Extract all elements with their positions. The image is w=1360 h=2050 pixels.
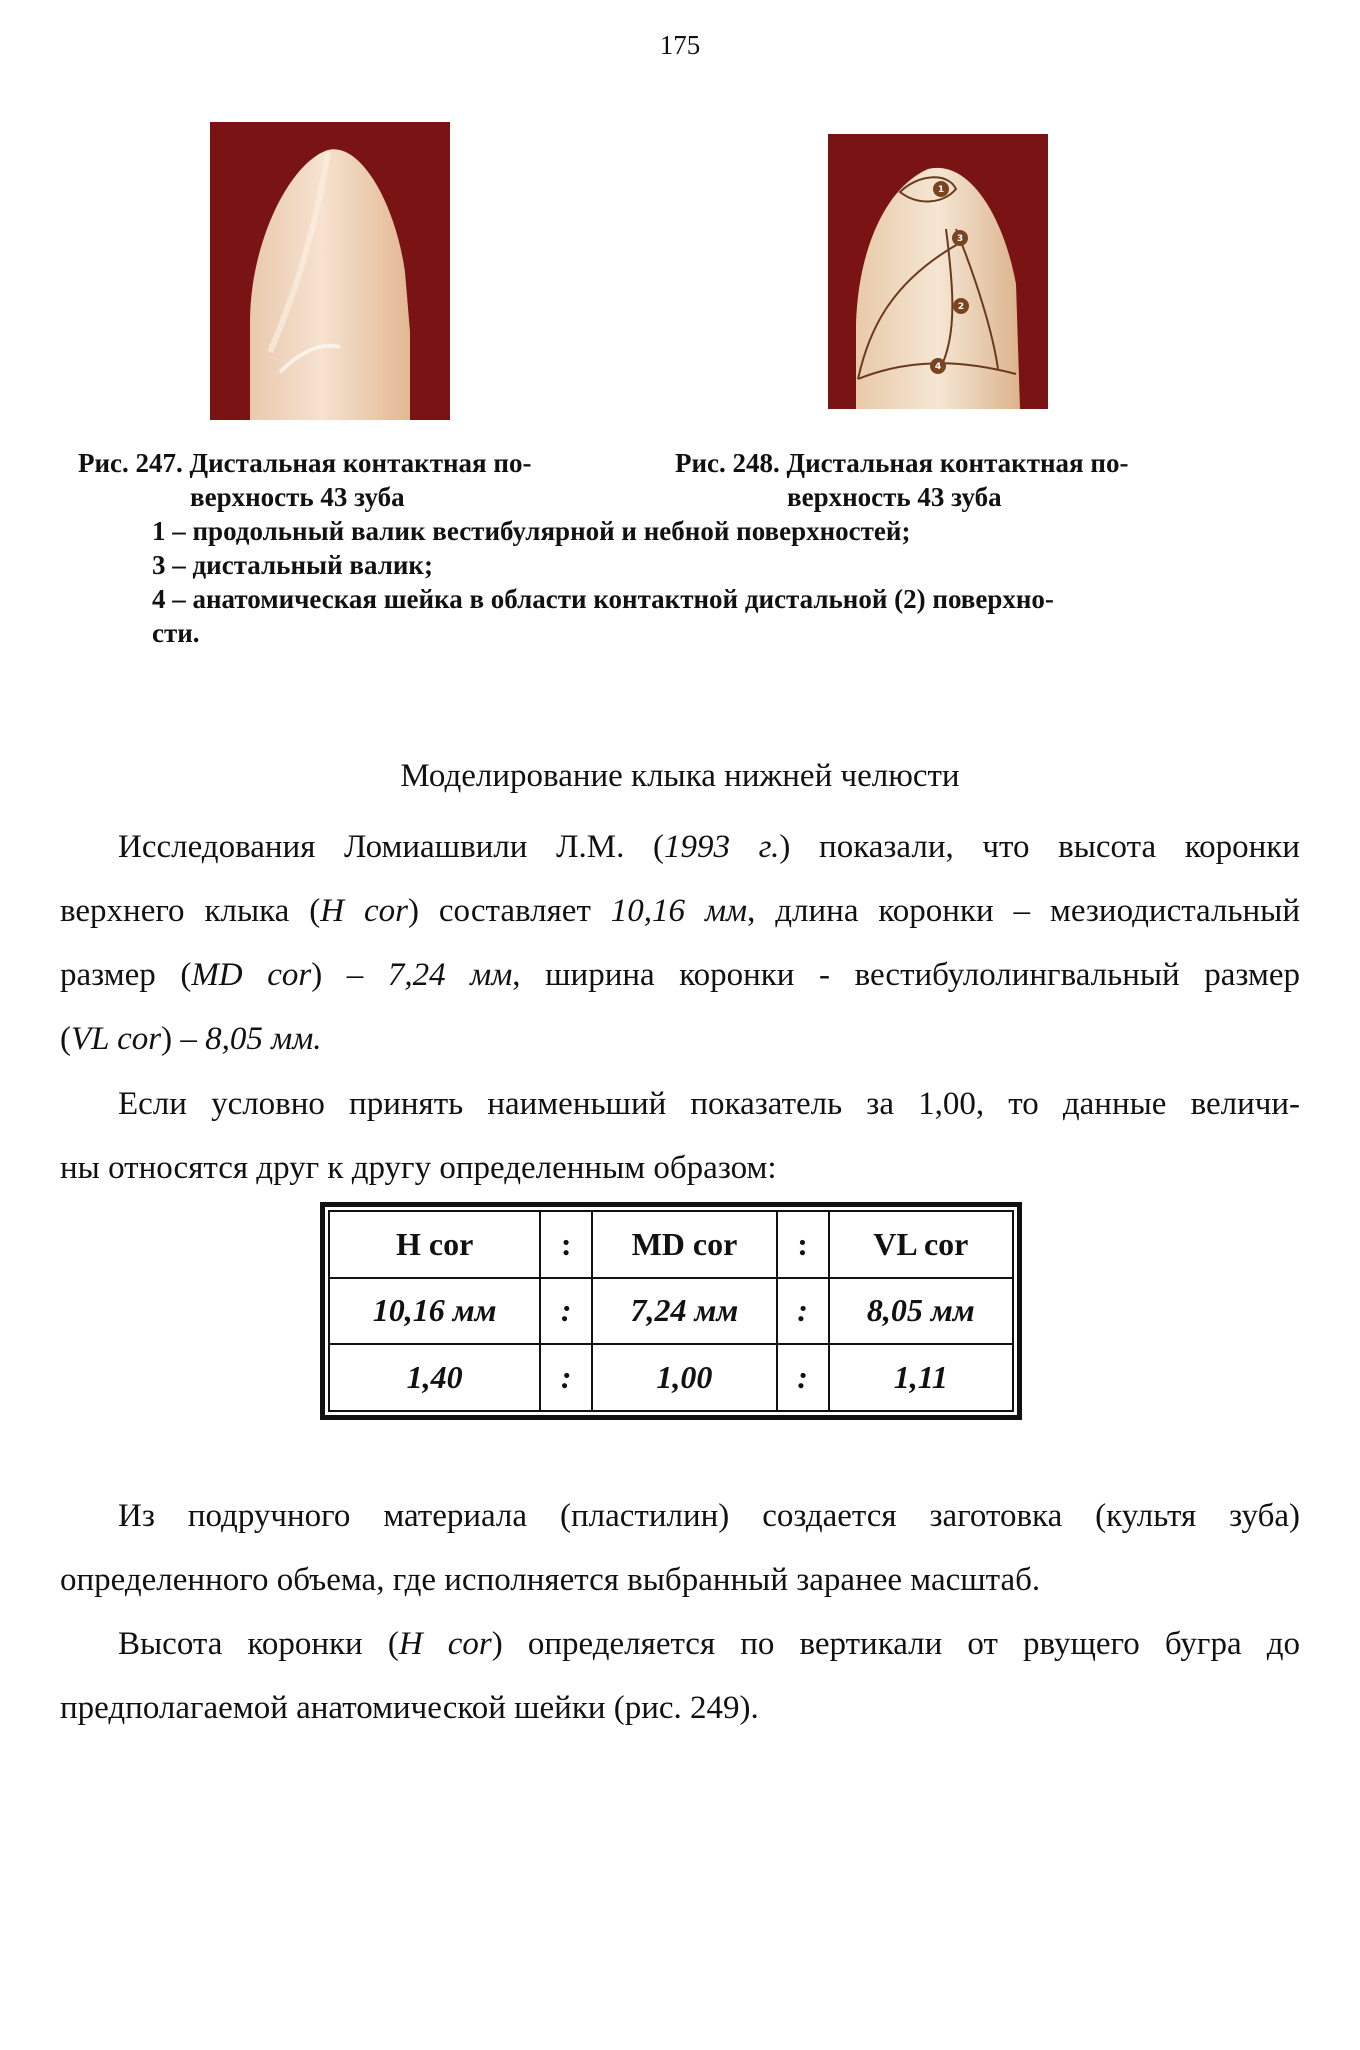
table-separator: : xyxy=(777,1211,829,1278)
table-cell: H cor xyxy=(329,1211,540,1278)
p1-line1: Исследования Ломиашвили Л.М. (1993 г.) показали, что высота коронки xyxy=(118,829,1300,865)
p2-line2: ны относятся друг к другу определенным образом: xyxy=(60,1150,777,1186)
marker-4: 4 xyxy=(934,362,942,372)
p4-line1: Высота коронки (H cor) определяется по вертикали от рвущего бугра до xyxy=(118,1626,1300,1662)
legend-item-1: 1 – продольный валик вестибулярной и небной поверхностей; xyxy=(152,516,911,546)
table-cell: VL cor xyxy=(829,1211,1013,1278)
p1-line2: верхнего клыка (H cor) составляет 10,16 мм, длина коронки – мезиодистальный xyxy=(60,893,1300,929)
figure-248-caption xyxy=(675,446,1235,514)
p3-line1: Из подручного материала (пластилин) создается заготовка (культя зуба) xyxy=(118,1498,1300,1534)
p3-line2: определенного объема, где исполняется выбранный заранее масштаб. xyxy=(60,1562,1041,1598)
figure-legend xyxy=(152,514,1232,650)
table-cell: 10,16 мм xyxy=(329,1278,540,1345)
p1-line3: размер (MD cor) – 7,24 мм, ширина коронки - вестибулолингвальный размер xyxy=(60,957,1301,993)
table-row-ratio xyxy=(329,1344,1013,1411)
proportions-table xyxy=(320,1202,1022,1420)
legend-item-4: 4 – анатомическая шейка в области контактной дистальной (2) поверхно- xyxy=(152,584,1054,614)
p1-line4: (VL cor) – 8,05 мм. xyxy=(60,1021,322,1057)
marker-3: 3 xyxy=(956,234,964,244)
p4-line2: предполагаемой анатомической шейки (рис. 249). xyxy=(60,1690,759,1726)
table-cell: 1,11 xyxy=(829,1344,1013,1411)
paragraph-research xyxy=(60,815,1300,1071)
table-separator: : xyxy=(777,1344,829,1411)
figure-247-caption xyxy=(78,446,638,514)
marker-1: 1 xyxy=(937,185,945,195)
table-row-mm xyxy=(329,1278,1013,1345)
table-separator: : xyxy=(540,1278,592,1345)
table-header-row xyxy=(329,1211,1013,1278)
table-separator: : xyxy=(540,1344,592,1411)
legend-item-3: 3 – дистальный валик; xyxy=(152,550,433,580)
caption-248-line1: Рис. 248. Дистальная контактная по- xyxy=(675,448,1129,478)
legend-item-4-cont: сти. xyxy=(152,618,200,648)
table-separator: : xyxy=(540,1211,592,1278)
figure-248-annotated-tooth xyxy=(828,134,1048,409)
table-cell: MD cor xyxy=(592,1211,776,1278)
page-number: 175 xyxy=(659,30,701,60)
caption-247-line1: Рис. 247. Дистальная контактная по- xyxy=(78,448,532,478)
table-separator: : xyxy=(777,1278,829,1345)
figure-247-tooth-photo xyxy=(210,122,450,420)
table-cell: 8,05 мм xyxy=(829,1278,1013,1345)
caption-247-line2: верхность 43 зуба xyxy=(190,482,405,512)
table-cell: 1,40 xyxy=(329,1344,540,1411)
p2-line1: Если условно принять наименьший показатель за 1,00, то данные величи- xyxy=(118,1086,1300,1122)
paragraph-blank-prep xyxy=(60,1484,1300,1612)
paragraph-crown-height xyxy=(60,1612,1300,1740)
caption-248-line2: верхность 43 зуба xyxy=(787,482,1002,512)
section-title: Моделирование клыка нижней челюсти xyxy=(400,758,960,794)
paragraph-ratio-intro xyxy=(60,1072,1300,1200)
table-cell: 7,24 мм xyxy=(592,1278,776,1345)
marker-2: 2 xyxy=(957,302,965,312)
table-cell: 1,00 xyxy=(592,1344,776,1411)
